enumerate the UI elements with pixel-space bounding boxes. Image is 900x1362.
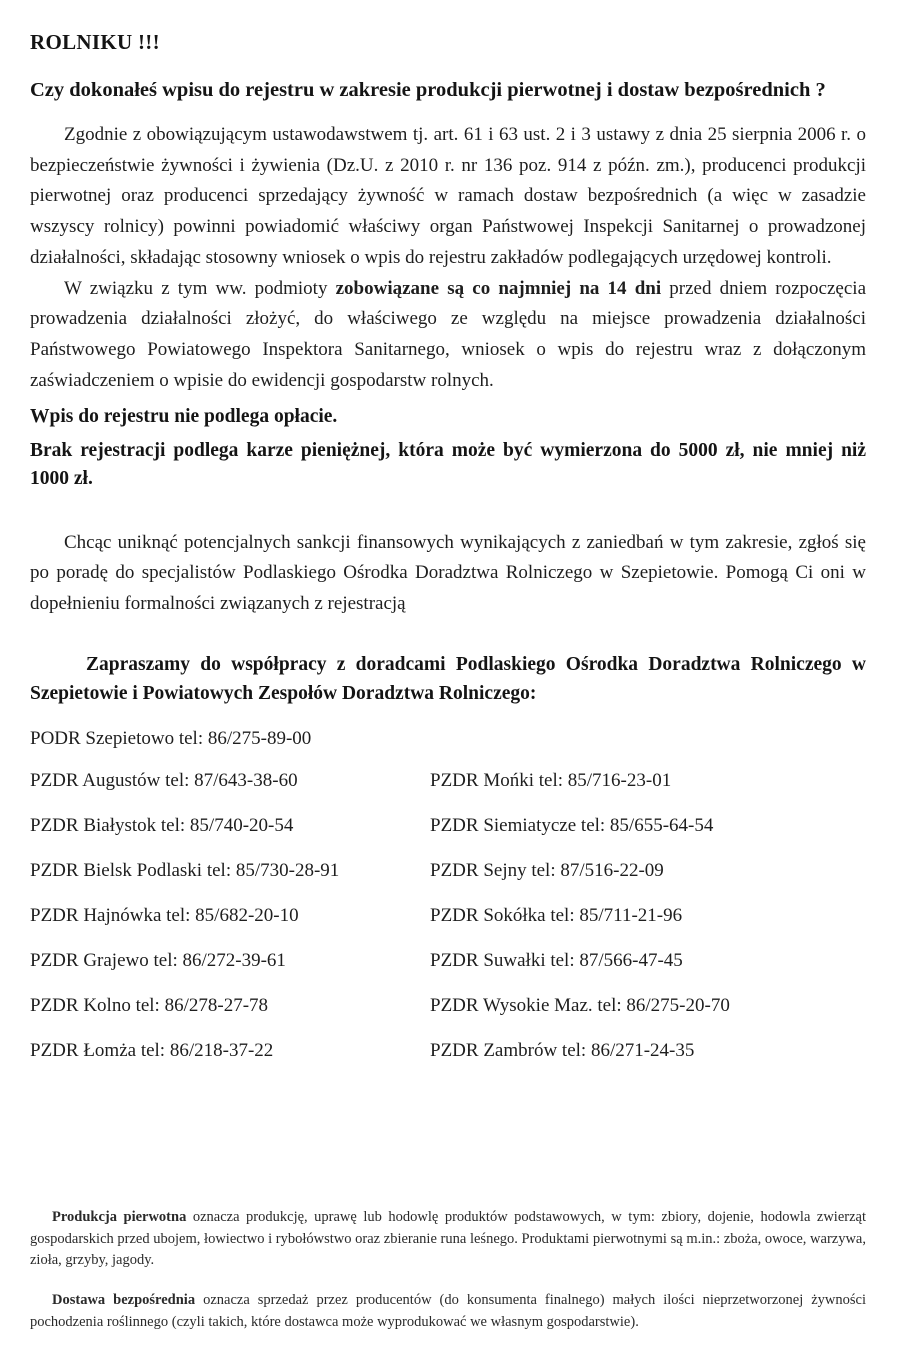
paragraph-advice: Chcąc uniknąć potencjalnych sankcji finansowych wynikających z zaniedbań w tym zakresie, zgłoś się po poradę do specjalistów Podlaskiego Ośrodka Doradztwa Rolniczego w Szepietowie. Pomogą Ci oni w dopełnieniu formalności związanych z rejestracją <box>30 531 866 615</box>
notice-no-fee: Wpis do rejestru nie podlega opłacie. <box>30 405 338 427</box>
contact-list <box>30 728 866 1086</box>
invitation-text: Zapraszamy do współpracy z doradcami Podlaskiego Ośrodka Doradztwa Rolniczego w Szepietowie i Powiatowych Zespołów Doradztwa Rolniczego: <box>30 653 866 705</box>
paragraph-obligation <box>30 274 866 397</box>
contact-columns <box>30 771 866 1086</box>
contact-column-left <box>30 771 430 1086</box>
contact-item: PZDR Siemiatycze tel: 85/655-64-54 <box>430 815 714 837</box>
footnote-term: Dostawa bezpośrednia <box>52 1292 196 1308</box>
paragraph-legal-basis: Zgodnie z obowiązującym ustawodawstwem tj. art. 61 i 63 ust. 2 i 3 ustawy z dnia 25 sierpnia 2006 r. o bezpieczeństwie żywności i żywienia (Dz.U. z 2010 r. nr 136 poz. 914 z późn. zm.), producenci produkcji pierwotnej oraz producenci sprzedający żywność w ramach dostaw bezpośrednich (a więc w zasadzie wszyscy rolnicy) powinni powiadomić właściwy organ Państwowej Inspekcji Sanitarnej o prowadzonej działalności, składając stosowny wniosek o wpis do rejestru zakładów podlegających urzędowej kontroli. <box>30 123 866 268</box>
paragraph-obligation-part2: przed dniem rozpoczęcia prowadzenia działalności złożyć, do właściwego ze względu na miejsce prowadzenia działalności Państwowego Powiatowego Inspektora Sanitarnego, wniosek o wpis do rejestru wraz z dołączonym zaświadczeniem o wpisie do ewidencji gospodarstw rolnych. <box>30 277 866 391</box>
contact-item: PZDR Sejny tel: 87/516-22-09 <box>430 860 664 882</box>
footnote-definition: oznacza produkcję, uprawę lub hodowlę produktów podstawowych, w tym: zbiory, dojenie, hodowla zwierząt gospodarskich przed ubojem, łowiectwo i rybołówstwo oraz zbieranie runa leśnego. Produktami pierwotnymi są m.in.: zboża, owoce, warzywa, zioła, grzyby, jagody. <box>30 1208 866 1269</box>
contact-item: PZDR Łomża tel: 86/218-37-22 <box>30 1040 274 1062</box>
contact-item: PZDR Kolno tel: 86/278-27-78 <box>30 995 269 1017</box>
contact-item: PZDR Augustów tel: 87/643-38-60 <box>30 770 298 792</box>
notice-penalty: Brak rejestracji podlega karze pieniężnej, która może być wymierzona do 5000 zł, nie mniej niż 1000 zł. <box>30 440 866 490</box>
contact-item: PZDR Grajewo tel: 86/272-39-61 <box>30 950 286 972</box>
footnotes-section <box>30 1207 866 1348</box>
footnote-term: Produkcja pierwotna <box>52 1208 187 1225</box>
contact-item: PZDR Bielsk Podlaski tel: 85/730-28-91 <box>30 860 340 882</box>
contact-item-main: PODR Szepietowo tel: 86/275-89-00 <box>30 728 312 750</box>
paragraph-obligation-highlight: zobowiązane są co najmniej na 14 dni <box>335 277 662 299</box>
contact-item: PZDR Zambrów tel: 86/271-24-35 <box>430 1040 695 1062</box>
contact-item: PZDR Sokółka tel: 85/711-21-96 <box>430 905 683 927</box>
contact-item: PZDR Wysokie Maz. tel: 86/275-20-70 <box>430 995 730 1017</box>
contact-item: PZDR Suwałki tel: 87/566-47-45 <box>430 950 683 972</box>
page-title: ROLNIKU !!! <box>30 30 160 54</box>
contact-item: PZDR Hajnówka tel: 85/682-20-10 <box>30 905 299 927</box>
footnote-definition: oznacza sprzedaż przez producentów (do konsumenta finalnego) małych ilości nieprzetworzonej żywności pochodzenia roślinnego (czyli takich, które dostawca może wyprodukować we własnym gospodarstwie). <box>30 1292 867 1330</box>
paragraph-obligation-part1: W związku z tym ww. podmioty <box>64 277 336 299</box>
contact-item: PZDR Mońki tel: 85/716-23-01 <box>430 770 672 792</box>
footnote-direct-supply <box>30 1290 866 1334</box>
document-subtitle: Czy dokonałeś wpisu do rejestru w zakresie produkcji pierwotnej i dostaw bezpośrednich ? <box>30 79 826 101</box>
contact-column-right <box>430 771 850 1086</box>
contact-item: PZDR Białystok tel: 85/740-20-54 <box>30 815 294 837</box>
footnote-primary-production <box>30 1207 866 1272</box>
